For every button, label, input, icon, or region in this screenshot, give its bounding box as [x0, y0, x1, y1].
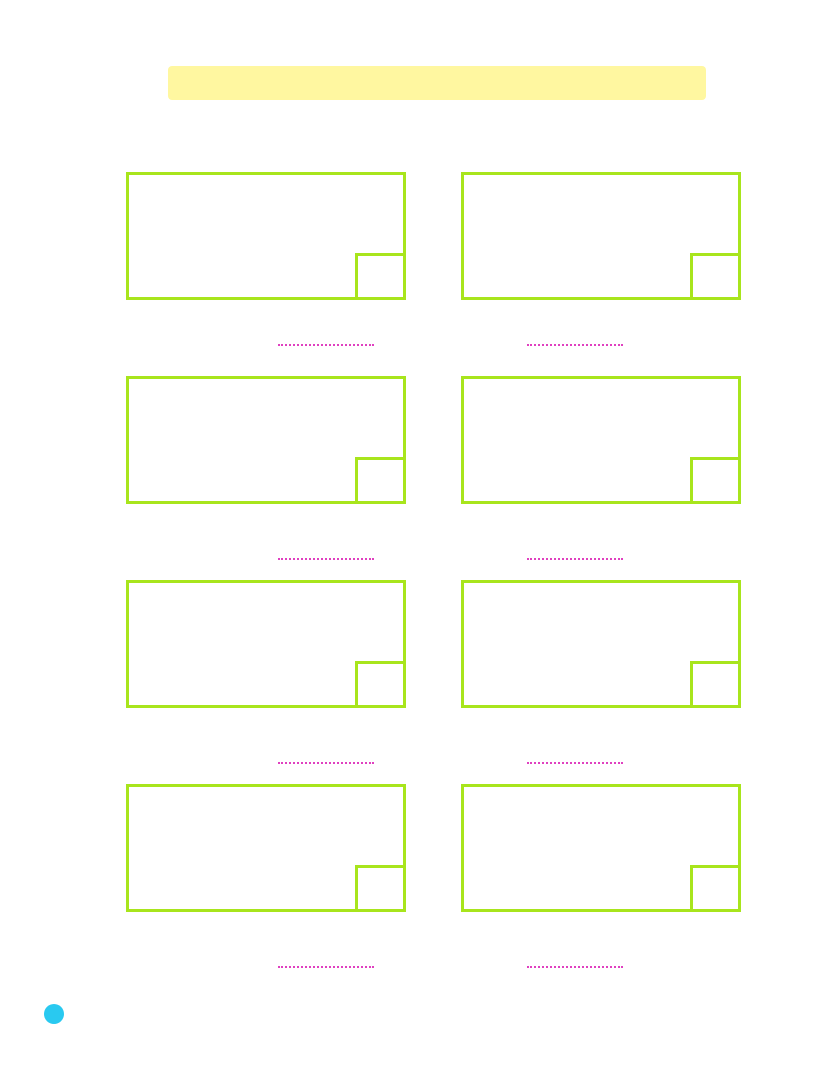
set-box-snail — [126, 376, 406, 504]
set-box-spinning-top — [126, 580, 406, 708]
count-answer-box[interactable] — [690, 253, 738, 297]
comparison-row-1 — [0, 326, 840, 350]
comparison-row-4 — [0, 948, 840, 972]
count-answer-box[interactable] — [355, 865, 403, 909]
set-box-hen — [461, 376, 741, 504]
blank-right[interactable] — [527, 338, 623, 346]
flower-border-bottom — [0, 980, 840, 1068]
count-answer-box[interactable] — [355, 457, 403, 501]
count-answer-box[interactable] — [690, 457, 738, 501]
blank-left[interactable] — [278, 552, 374, 560]
page-number — [44, 1004, 64, 1024]
count-answer-box[interactable] — [355, 661, 403, 705]
set-box-fish — [126, 784, 406, 912]
blank-left[interactable] — [278, 756, 374, 764]
count-answer-box[interactable] — [355, 253, 403, 297]
set-box-ice-cream — [461, 172, 741, 300]
blank-right[interactable] — [527, 960, 623, 968]
page-title — [168, 66, 706, 100]
set-box-reindeer — [461, 580, 741, 708]
blank-right[interactable] — [527, 552, 623, 560]
set-box-chili — [126, 172, 406, 300]
set-box-pen — [461, 784, 741, 912]
blank-left[interactable] — [278, 338, 374, 346]
count-answer-box[interactable] — [690, 865, 738, 909]
comparison-row-2 — [0, 540, 840, 564]
blank-right[interactable] — [527, 756, 623, 764]
count-answer-box[interactable] — [690, 661, 738, 705]
comparison-row-3 — [0, 744, 840, 768]
blank-left[interactable] — [278, 960, 374, 968]
